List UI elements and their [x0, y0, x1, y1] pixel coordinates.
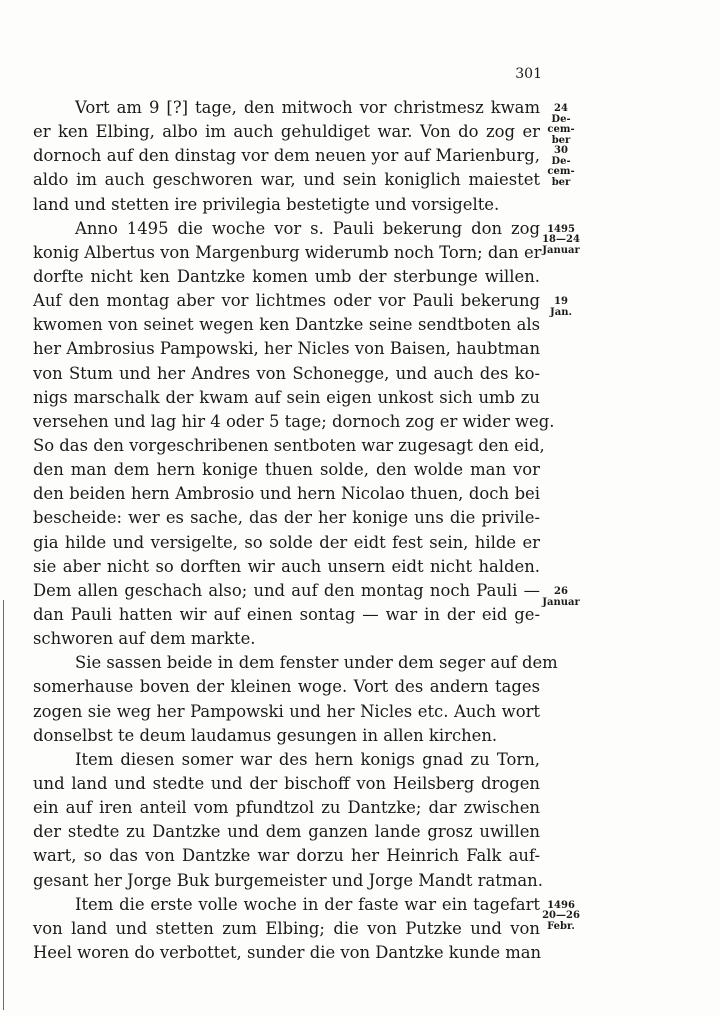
text-line: den beiden hern Ambrosio und hern Nicolao thuen, doch bei [33, 484, 540, 504]
text-line: der stedte zu Dantzke und dem ganzen lande grosz uwillen [33, 822, 540, 842]
text-line: zogen sie weg her Pampowski und her Nicles etc. Auch wort [33, 701, 540, 721]
text-line: Auf den montag aber vor lichtmes oder vor Pauli bekerung [33, 291, 540, 311]
text-line: Dem allen geschach also; und auf den montag noch Pauli — [33, 580, 540, 600]
text-line: dornoch auf den dinstag vor dem neuen yor auf Marienburg, [33, 146, 540, 166]
text-line: Heel woren do verbottet, sunder die von Dantzke kunde man [33, 942, 542, 962]
text-line: ein auf iren anteil vom pfundtzol zu Dantzke; dar zwischen [33, 798, 540, 818]
margin-note: 19 Jan. [550, 296, 572, 318]
text-line: schworen auf dem markte. [33, 629, 256, 649]
left-scan-rule [3, 600, 4, 1010]
text-line: So das den vorgeschribenen sentboten war zugesagt den eid, [33, 435, 545, 455]
margin-note: 1495 18—24 Januar [542, 223, 580, 256]
text-line: Item die erste volle woche in der faste war ein tagefart [75, 894, 540, 914]
text-line: Sie sassen beide in dem fenster under dem seger auf dem [75, 653, 558, 673]
text-line: und land und stedte und der bischoff von Heilsberg drogen [33, 773, 540, 793]
text-line: Anno 1495 die woche vor s. Pauli bekerung don zog [75, 218, 540, 238]
text-line: sie aber nicht so dorften wir auch unsern eidt nicht halden. [33, 556, 540, 576]
text-line: er ken Elbing, albo im auch gehuldiget war. Von do zog er [33, 122, 540, 142]
text-line: her Ambrosius Pampowski, her Nicles von Baisen, haubtman [33, 339, 540, 359]
text-line: kwomen von seinet wegen ken Dantzke seine sendtboten als [33, 315, 540, 335]
text-line: von land und stetten zum Elbing; die von Putzke und von [33, 918, 540, 938]
text-line: Item diesen somer war des hern konigs gnad zu Torn, [75, 749, 540, 769]
margin-note: 1496 20—26 Febr. [542, 899, 580, 932]
text-line: versehen und lag hir 4 oder 5 tage; dornoch zog er wider weg. [33, 411, 555, 431]
text-line: dan Pauli hatten wir auf einen sontag — war in der eid ge- [33, 604, 540, 624]
text-line: bescheide: wer es sache, das der her konige uns die privile- [33, 508, 540, 528]
text-line: konig Albertus von Margenburg widerumb noch Torn; dan er [33, 242, 542, 262]
text-line: Vort am 9 [?] tage, den mitwoch vor christmesz kwam [75, 98, 540, 117]
text-line: aldo im auch geschworen war, und sein koniglich maiestet [33, 170, 540, 190]
text-line: den man dem hern konige thuen solde, den wolde man vor [33, 460, 540, 480]
page-number: 301 [515, 66, 542, 82]
text-line: von Stum und her Andres von Schonegge, und auch des ko- [33, 363, 540, 383]
text-line: wart, so das von Dantzke war dorzu her Heinrich Falk auf- [33, 846, 540, 866]
text-line: gia hilde und versigelte, so solde der eidt fest sein, hilde er [33, 532, 540, 552]
text-line: land und stetten ire privilegia bestetigte und vorsigelte. [33, 194, 500, 214]
margin-note: 26 Januar [542, 586, 580, 608]
text-line: nigs marschalk der kwam auf sein eigen unkost sich umb zu [33, 387, 540, 407]
text-line: dorfte nicht ken Dantzke komen umb der sterbunge willen. [33, 266, 540, 286]
body-text [33, 96, 558, 965]
text-line: gesant her Jorge Buk burgemeister und Jorge Mandt ratman. [33, 870, 543, 890]
text-line: somerhause boven der kleinen woge. Vort des andern tages [33, 677, 540, 697]
text-line: donselbst te deum laudamus gesungen in allen kirchen. [33, 725, 498, 745]
margin-note: 24 De- cem- ber 30 De- cem- ber [547, 103, 575, 188]
